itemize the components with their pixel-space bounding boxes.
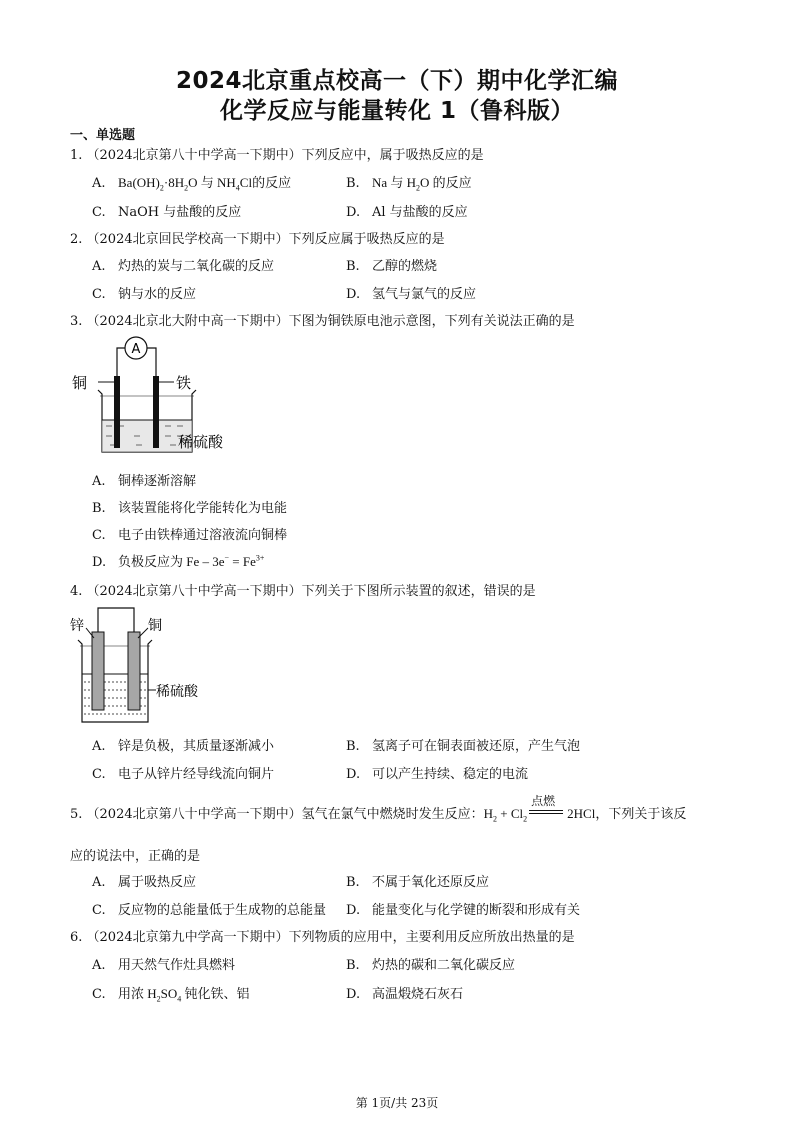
section-heading: 一、单选题: [70, 128, 136, 143]
reaction-condition: 点燃: [531, 794, 556, 808]
copper-electrode: [114, 376, 120, 448]
q4-option-b: B. 氢离子可在铜表面被还原，产生气泡: [346, 739, 581, 754]
question-6-stem: 6. （2024北京第九中学高一下期中）下列物质的应用中，主要利用反应所放出热量的是: [70, 930, 575, 945]
q2-option-b: B. 乙醇的燃烧: [346, 259, 438, 274]
q4-option-a: A. 锌是负极，其质量逐渐减小: [92, 739, 275, 754]
reaction-equation: $H_2 + Cl_2$ 点燃 2HCl: [483, 794, 596, 824]
q3-option-d: D. 负极反应为 $Fe - 3e^- = Fe^{3+}$: [92, 553, 265, 570]
label-solution: 稀硫酸: [156, 684, 198, 700]
option-label: B.: [346, 176, 360, 191]
title-line-1: 2024北京重点校高一（下）期中化学汇编: [175, 68, 618, 94]
option-label: A.: [92, 176, 106, 191]
q6-option-a: A. 用天然气作灶具燃料: [92, 958, 236, 973]
title-line-2: 化学反应与能量转化 1（鲁科版）: [219, 98, 574, 124]
q3-option-b: B. 该装置能将化学能转化为电能: [92, 501, 288, 516]
question-3-stem: 3. （2024北京北大附中高一下期中）下图为铜铁原电池示意图，下列有关说法正确的是: [70, 314, 575, 329]
q1-option-d: D. Al 与盐酸的反应: [346, 205, 468, 220]
question-5-stem: 5. （2024北京第八十中学高一下期中）氢气在氯气中燃烧时发生反应：$H_2 + Cl_2$ 点燃 2HCl，下列关于该反: [70, 794, 687, 824]
q1-option-b: B. Na 与 $H_2O$ 的反应: [346, 175, 472, 193]
q5-option-b: B. 不属于氧化还原反应: [346, 875, 490, 890]
label-copper: 铜: [148, 618, 162, 634]
q2-option-c: C. 钠与水的反应: [92, 287, 197, 302]
q5-option-d: D. 能量变化与化学键的断裂和形成有关: [346, 903, 581, 918]
copper-electrode: [128, 632, 140, 710]
q4-option-d: D. 可以产生持续、稳定的电流: [346, 767, 529, 782]
question-1-stem: 1. （2024北京第八十中学高一下期中）下列反应中，属于吸热反应的是: [70, 148, 484, 163]
q1-option-c: C. NaOH 与盐酸的反应: [92, 205, 242, 220]
question-2-stem: 2. （2024北京回民学校高一下期中）下列反应属于吸热反应的是: [70, 232, 445, 247]
q6-option-c: C. 用浓 $H_2SO_4$ 钝化铁、铝: [92, 986, 250, 1004]
q6-option-d: D. 高温煅烧石灰石: [346, 987, 464, 1002]
zn-cu-cell-figure: [70, 602, 230, 726]
label-iron: 铁: [176, 374, 192, 392]
q2-option-d: D. 氢气与氯气的反应: [346, 287, 477, 302]
zinc-electrode: [92, 632, 104, 710]
q3-option-c: C. 电子由铁棒通过溶液流向铜棒: [92, 528, 288, 543]
iron-electrode: [153, 376, 159, 448]
label-solution: 稀硫酸: [178, 433, 224, 451]
cu-fe-cell-figure: [70, 332, 250, 460]
q2-option-a: A. 灼热的炭与二氧化碳的反应: [92, 259, 275, 274]
q5-option-a: A. 属于吸热反应: [92, 875, 197, 890]
question-5-stem-line-2: 应的说法中，正确的是: [70, 849, 201, 864]
q1-option-a: A. $Ba(OH)_2\cdot 8H_2O$ 与 $NH_4Cl$的反应: [92, 175, 292, 193]
q4-option-c: C. 电子从锌片经导线流向铜片: [92, 767, 275, 782]
ammeter-label: A: [131, 342, 141, 357]
q5-option-c: C. 反应物的总能量低于生成物的总能量: [92, 903, 327, 918]
q3-option-a: A. 铜棒逐渐溶解: [92, 474, 197, 489]
label-zinc: 锌: [70, 618, 84, 634]
page-footer: 第 1页/共 23页: [355, 1096, 439, 1110]
q6-option-b: B. 灼热的碳和二氧化碳反应: [346, 958, 516, 973]
question-4-stem: 4. （2024北京第八十中学高一下期中）下列关于下图所示装置的叙述，错误的是: [70, 584, 536, 599]
label-copper: 铜: [72, 374, 88, 392]
